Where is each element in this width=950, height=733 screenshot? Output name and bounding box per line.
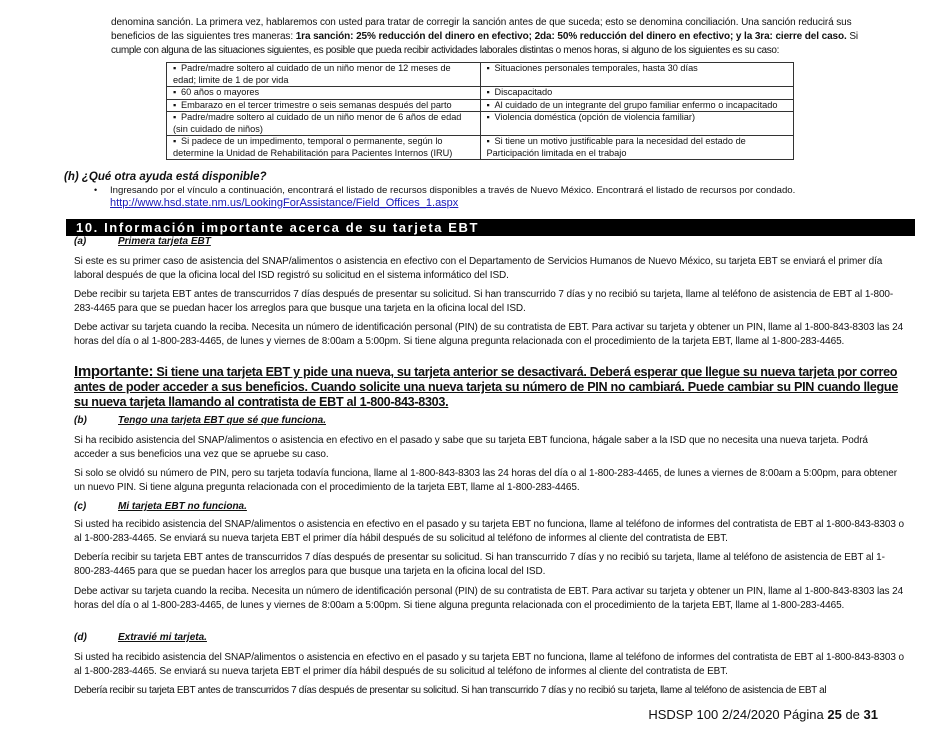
subsection-d-p2: Debería recibir su tarjeta EBT antes de transcurridos 7 días después de presentar su solicitud. Si han transcurrido 7 días y no recibió su tarjeta, llame al teléfono de asistencia de EBT al — [74, 685, 827, 696]
exemption-table — [166, 62, 794, 160]
help-bullet-text — [94, 184, 795, 197]
table-row — [167, 63, 794, 87]
help-bullet-label: Ingresando por el vínculo a continuación, encontrará el listado de recursos disponibles a través de Nuevo México. Encontrará el listado de recursos por condado. — [110, 185, 796, 196]
subsection-a-p3: Debe activar su tarjeta cuando la reciba. Necesita un número de identificación personal (PIN) de su contratista de EBT. Para activar su tarjeta y obtener un PIN, llame al 1-800-843-8303 las 24 horas del día o al 1-800-283-4465, de lunes y viernes de 8:00am a 5:00pm. Si tiene alguna pregunta relacionada con el procedimiento de la tarjeta EBT, llame al 1-800-283-4465. — [74, 322, 904, 347]
subsection-c-p2: Debería recibir su tarjeta EBT antes de transcurridos 7 días después de presentar su solicitud. Si han transcurrido 7 días y no recibió su tarjeta, llame al teléfono de asistencia de EBT al 1-800-283-4465 para que se puedan hacer los arreglos para que busque una tarjeta en la oficina local del ISD. — [74, 552, 885, 577]
square-bullet-icon: ▪ — [173, 99, 177, 110]
table-cell-text: Situaciones personales temporales, hasta 30 días — [494, 63, 698, 73]
important-text: Si tiene una tarjeta EBT y pide una nueva, su tarjeta anterior se desactivará. Deberá esperar que llegue su nueva tarjeta por correo antes de poder acceder a sus beneficios. Cuando solicite una nueva tarjeta su número de PIN no cambiará. Puede cambiar su PIN cuando llegue su nueva tarjeta llamando al contratista de EBT al 1-800-843-8303. — [74, 365, 899, 409]
subsection-a-p2: Debe recibir su tarjeta EBT antes de transcurridos 7 días después de presentar su solicitud. Si han transcurrido 7 días y no recibió su tarjeta, llame al teléfono de asistencia de EBT al 1-800-283-4465 para que se puedan hacer los arreglos para que busque una tarjeta en la oficina local del ISD. — [74, 289, 894, 314]
help-heading: (h) ¿Qué otra ayuda está disponible? — [64, 171, 267, 183]
sanction-levels: 1ra sanción: 25% reducción del dinero en efectivo; 2da: 50% reducción del dinero en efectivo; y la 3ra: cierre del caso. — [295, 31, 847, 42]
table-cell — [167, 112, 481, 136]
square-bullet-icon: ▪ — [486, 136, 490, 146]
table-cell — [480, 136, 794, 160]
square-bullet-icon: ▪ — [486, 112, 490, 122]
table-cell — [167, 63, 481, 87]
square-bullet-icon: ▪ — [486, 99, 490, 110]
table-cell-text: Discapacitado — [494, 87, 553, 97]
intro-line-3: cumple con alguna de las situaciones siguientes, es posible que pueda recibir actividades laborales distintas o menos horas, si alguno de los siguientes es su caso: — [111, 45, 780, 56]
field-offices-link[interactable]: http://www.hsd.state.nm.us/LookingForAssistance/Field_Offices_1.aspx — [110, 197, 459, 209]
table-row — [167, 136, 794, 160]
subsection-d-title: Extravié mi tarjeta. — [118, 632, 207, 643]
table-cell — [167, 99, 481, 112]
footer-page-number: 25 — [827, 707, 842, 722]
table-cell — [167, 136, 481, 160]
square-bullet-icon: ▪ — [486, 63, 490, 73]
subsection-c-title: Mi tarjeta EBT no funciona. — [118, 501, 247, 512]
table-cell-text: Violencia doméstica (opción de violencia familiar) — [494, 112, 696, 122]
table-cell-text: Padre/madre soltero al cuidado de un niño menor de 12 meses de edad; limite de 1 de por vida — [173, 63, 451, 85]
important-label: Importante: — [74, 363, 154, 380]
page-footer — [648, 707, 878, 722]
footer-page-total: 31 — [863, 707, 878, 722]
square-bullet-icon: ▪ — [173, 87, 177, 97]
square-bullet-icon: ▪ — [173, 63, 177, 73]
table-cell — [167, 87, 481, 100]
subsection-b-p1: Si ha recibido asistencia del SNAP/alimentos o asistencia en efectivo en el pasado y sabe que su tarjeta EBT funciona, hágale saber a la ISD que no necesita una nueva tarjeta. Podrá acceder a sus beneficios una vez que se apruebe su caso. — [74, 435, 868, 460]
table-cell-text: Si padece de un impedimento, temporal o permanente, según lo determine la Unidad de Rehabilitación para Pacientes Internos (IRU) — [173, 136, 453, 158]
subsection-d-label: (d) — [74, 632, 87, 643]
table-cell — [480, 87, 794, 100]
table-cell — [480, 99, 794, 112]
intro-line-2a: beneficios de las siguientes tres maneras: — [111, 31, 296, 42]
subsection-d-p1: Si usted ha recibido asistencia del SNAP/alimentos o asistencia en efectivo en el pasado y su tarjeta EBT no funciona, llame al teléfono de informes del contratista de EBT al 1-800-843-8303 o al 1-800-283-4465. Se enviará su nueva tarjeta EBT el primer día hábil después de su solicitud al teléfono de informes al cliente del contratista de EBT. — [74, 652, 904, 677]
table-cell-text: 60 años o mayores — [181, 87, 260, 97]
table-cell-text: Padre/madre soltero al cuidado de un niño menor de 6 años de edad (sin cuidado de niños) — [173, 112, 462, 134]
intro-line-1: denomina sanción. La primera vez, hablaremos con usted para tratar de corregir la sanción antes de que suceda; esto se denomina conciliación. Una sanción reducirá sus — [111, 17, 852, 28]
table-cell — [480, 112, 794, 136]
table-cell-text: Embarazo en el tercer trimestre o seis semanas después del parto — [181, 99, 452, 110]
subsection-c-p3: Debe activar su tarjeta cuando la reciba. Necesita un número de identificación personal (PIN) de su contratista de EBT. Para activar su tarjeta y obtener un PIN, llame al 1-800-843-8303 las 24 horas del día o al 1-800-283-4465, de lunes y viernes de 8:00am a 5:00pm. Si tiene alguna pregunta relacionada con el procedimiento de la tarjeta EBT, llame al 1-800-283-4465. — [74, 586, 904, 611]
subsection-c-label: (c) — [74, 501, 87, 512]
intro-paragraph — [111, 16, 886, 58]
subsection-a-p1: Si este es su primer caso de asistencia del SNAP/alimentos o asistencia en efectivo con el Departamento de Servicios Humanos de Nuevo México, su tarjeta EBT se enviará el primer día laboral después de que la oficina local del ISD registró su solicitud en el sistema informático del ISD. — [74, 256, 883, 281]
table-row — [167, 99, 794, 112]
important-notice — [74, 364, 904, 410]
subsection-a-title: Primera tarjeta EBT — [118, 236, 211, 247]
footer-doc-id: HSDSP 100 2/24/2020 Página — [648, 707, 828, 722]
subsection-b-title: Tengo una tarjeta EBT que sé que funciona. — [118, 415, 326, 426]
bullet-icon: • — [94, 185, 98, 195]
section-10-header: 10. Información importante acerca de su tarjeta EBT — [66, 219, 915, 236]
square-bullet-icon: ▪ — [173, 112, 177, 122]
intro-line-2c: Si — [846, 31, 859, 42]
square-bullet-icon: ▪ — [486, 87, 490, 97]
intro-line-2 — [111, 30, 886, 44]
table-row — [167, 112, 794, 136]
subsection-c-p1: Si usted ha recibido asistencia del SNAP/alimentos o asistencia en efectivo en el pasado y su tarjeta EBT no funciona, llame al teléfono de informes del contratista de EBT al 1-800-843-8303 o al 1-800-283-4465. Se enviará su nueva tarjeta EBT el primer día hábil después de su solicitud al teléfono de informes al cliente del contratista de EBT. — [74, 519, 904, 544]
table-row — [167, 87, 794, 100]
subsection-b-label: (b) — [74, 415, 87, 426]
subsection-b-p2: Si solo se olvidó su número de PIN, pero su tarjeta todavía funciona, llame al 1-800-843-8303 las 24 horas del día o al 1-800-283-4465, de lunes a viernes de 8:00am a 5:00pm, para obtener un nuevo PIN. Si tiene alguna pregunta relacionada con el procedimiento de la tarjeta EBT, llame al 1-800-283-4465. — [74, 468, 897, 493]
footer-of: de — [841, 707, 864, 722]
table-cell — [480, 63, 794, 87]
square-bullet-icon: ▪ — [173, 136, 177, 146]
subsection-a-label: (a) — [74, 236, 87, 247]
table-cell-text: Si tiene un motivo justificable para la necesidad del estado de Participación limitada en el trabajo — [486, 136, 746, 158]
table-cell-text: Al cuidado de un integrante del grupo familiar enfermo o incapacitado — [494, 99, 778, 110]
